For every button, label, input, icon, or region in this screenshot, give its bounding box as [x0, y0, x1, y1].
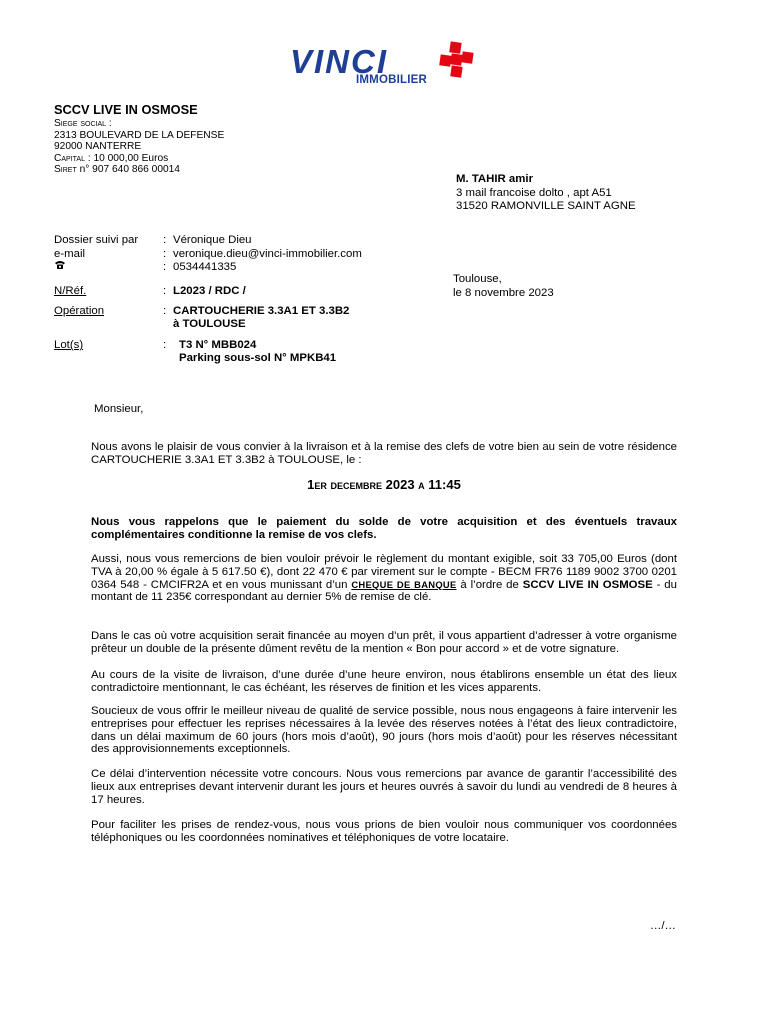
logo-wordmark: VINCI: [290, 43, 389, 80]
cheque-label: CHEQUE DE BANQUE: [351, 578, 457, 590]
capital-label: Capital: [54, 152, 85, 164]
sender-street: 2313 BOULEVARD DE LA DEFENSE: [54, 129, 225, 141]
lot-2: Parking sous-sol N° MPKB41: [179, 352, 337, 364]
sender-city: 92000 NANTERRE: [54, 141, 142, 152]
company-name: SCCV LIVE IN OSMOSE: [54, 102, 198, 117]
letter-date: [453, 273, 554, 300]
recipient-name: M. TAHIR amir: [456, 173, 533, 185]
payment-text-3: - du montant de 11 235€ correspondant au dernier 5% de remise de clé.: [91, 578, 677, 604]
continued-marker: …/…: [650, 920, 676, 932]
recipient-block: [456, 173, 636, 214]
paragraph-contact: Pour faciliter les prises de rendez-vous, nous vous prions de bien vouloir nous communiquer vos coordonnées téléphoniques ou les coordonnées nominatives et téléphoniques de votre locataire.: [91, 819, 677, 844]
paragraph-intervention: Ce délai d’intervention nécessite votre concours. Nous vous remercions par avance de garantir l’accessibilité des lieux aux entreprises devant intervenir durant les jours et heures ouvrés à savoir du lundi au vendredi de 8 heures à 17 heures.: [91, 768, 677, 806]
payment-text-2: à l’ordre de: [456, 578, 523, 591]
logo-subtitle: IMMOBILIER: [356, 74, 427, 86]
paragraph-loan: Dans le cas où votre acquisition serait financée au moyen d’un prêt, il vous appartient d’adresser à votre organisme prêteur un double de la présente dûment revêtu de la mention « Bon pour accord » et de votre signature.: [91, 630, 677, 655]
vinci-immobilier-logo: [290, 38, 490, 92]
capital-value: : 10 000,00 Euros: [87, 152, 169, 164]
operation-line2: à TOULOUSE: [173, 318, 246, 330]
operation-label: Opération: [54, 305, 105, 317]
date-city: Toulouse,: [453, 273, 502, 285]
operation-line1: CARTOUCHERIE 3.3A1 ET 3.3B2: [173, 305, 350, 317]
colon: :: [163, 261, 167, 273]
ref-label: N/Réf.: [54, 285, 87, 297]
paragraph-invitation: Nous avons le plaisir de vous convier à la livraison et à la remise des clefs de votre bien au sein de votre résidence CARTOUCHERIE 3.3A1 ET 3.3B2 à TOULOUSE, le :: [91, 441, 677, 466]
appointment-text: 1er decembre 2023 a 11:45: [307, 477, 461, 492]
siege-label: Siege social :: [54, 118, 112, 129]
colon: :: [163, 234, 167, 246]
phone-value: 0534441335: [173, 261, 237, 273]
sender-siret: [54, 164, 224, 176]
date-value: le 8 novembre 2023: [453, 286, 554, 299]
lots-value: [179, 339, 336, 365]
appointment-date: [0, 477, 768, 492]
email-value: veronique.dieu@vinci-immobilier.com: [173, 248, 362, 260]
payment-reminder: Nous vous rappelons que le paiement du solde de votre acquisition et des éventuels travaux complémentaires conditionne la remise de vos clefs.: [91, 516, 677, 541]
lots-label: Lot(s): [54, 339, 84, 351]
email-label: e-mail: [54, 248, 86, 260]
paragraph-payment: [91, 553, 677, 604]
payment-text: Aussi, nous vous remercions de bien vouloir prévoir le règlement du montant exigible, soit 33 705,00 Euros (dont TVA à 20,00 % égale à 5 617.50 €), dont 22 470 € par virement sur le compte - BECM FR76 1189 9002 3700 0201 0364 548 - CMCIFR2A et en vous munissant d’un: [91, 553, 677, 591]
telephone-icon: [54, 260, 66, 273]
paragraph-visit: Au cours de la visite de livraison, d’une durée d’une heure environ, nous établirons ensemble un état des lieux contradictoire mentionnant, le cas échéant, les réserves de finition et les vices apparents.: [91, 669, 677, 694]
sender-address: [54, 118, 224, 176]
siret-value: n° 907 640 866 00014: [79, 164, 180, 175]
followed-label: Dossier suivi par: [54, 234, 139, 246]
recipient-line1: 3 mail francoise dolto , apt A51: [456, 186, 612, 199]
salutation: Monsieur,: [94, 403, 144, 415]
colon: :: [163, 248, 167, 260]
colon: :: [163, 305, 167, 317]
paragraph-quality: Soucieux de vous offrir le meilleur niveau de qualité de service possible, nous nous engageons à faire intervenir les entreprises pour effectuer les reprises nécessaires à la levée des réserves notées à l’état des lieux contradictoire, dans un délai maximum de 60 jours (hors mois d’août), 90 jours (hors mois d’août) pour les réserves nécessitant des approvisionnements exceptionnels.: [91, 705, 677, 756]
payee-company: SCCV LIVE IN OSMOSE: [522, 578, 653, 591]
logo-cross-icon: [438, 40, 480, 84]
lot-1: T3 N° MBB024: [179, 339, 257, 351]
colon: :: [163, 339, 167, 351]
recipient-line2: 31520 RAMONVILLE SAINT AGNE: [456, 200, 636, 212]
followed-value: Véronique Dieu: [173, 234, 252, 246]
sender-capital: [54, 153, 224, 165]
ref-value: L2023 / RDC /: [173, 285, 246, 297]
colon: :: [163, 285, 167, 297]
siret-label: Siret: [54, 164, 77, 175]
operation-value: [173, 305, 349, 331]
